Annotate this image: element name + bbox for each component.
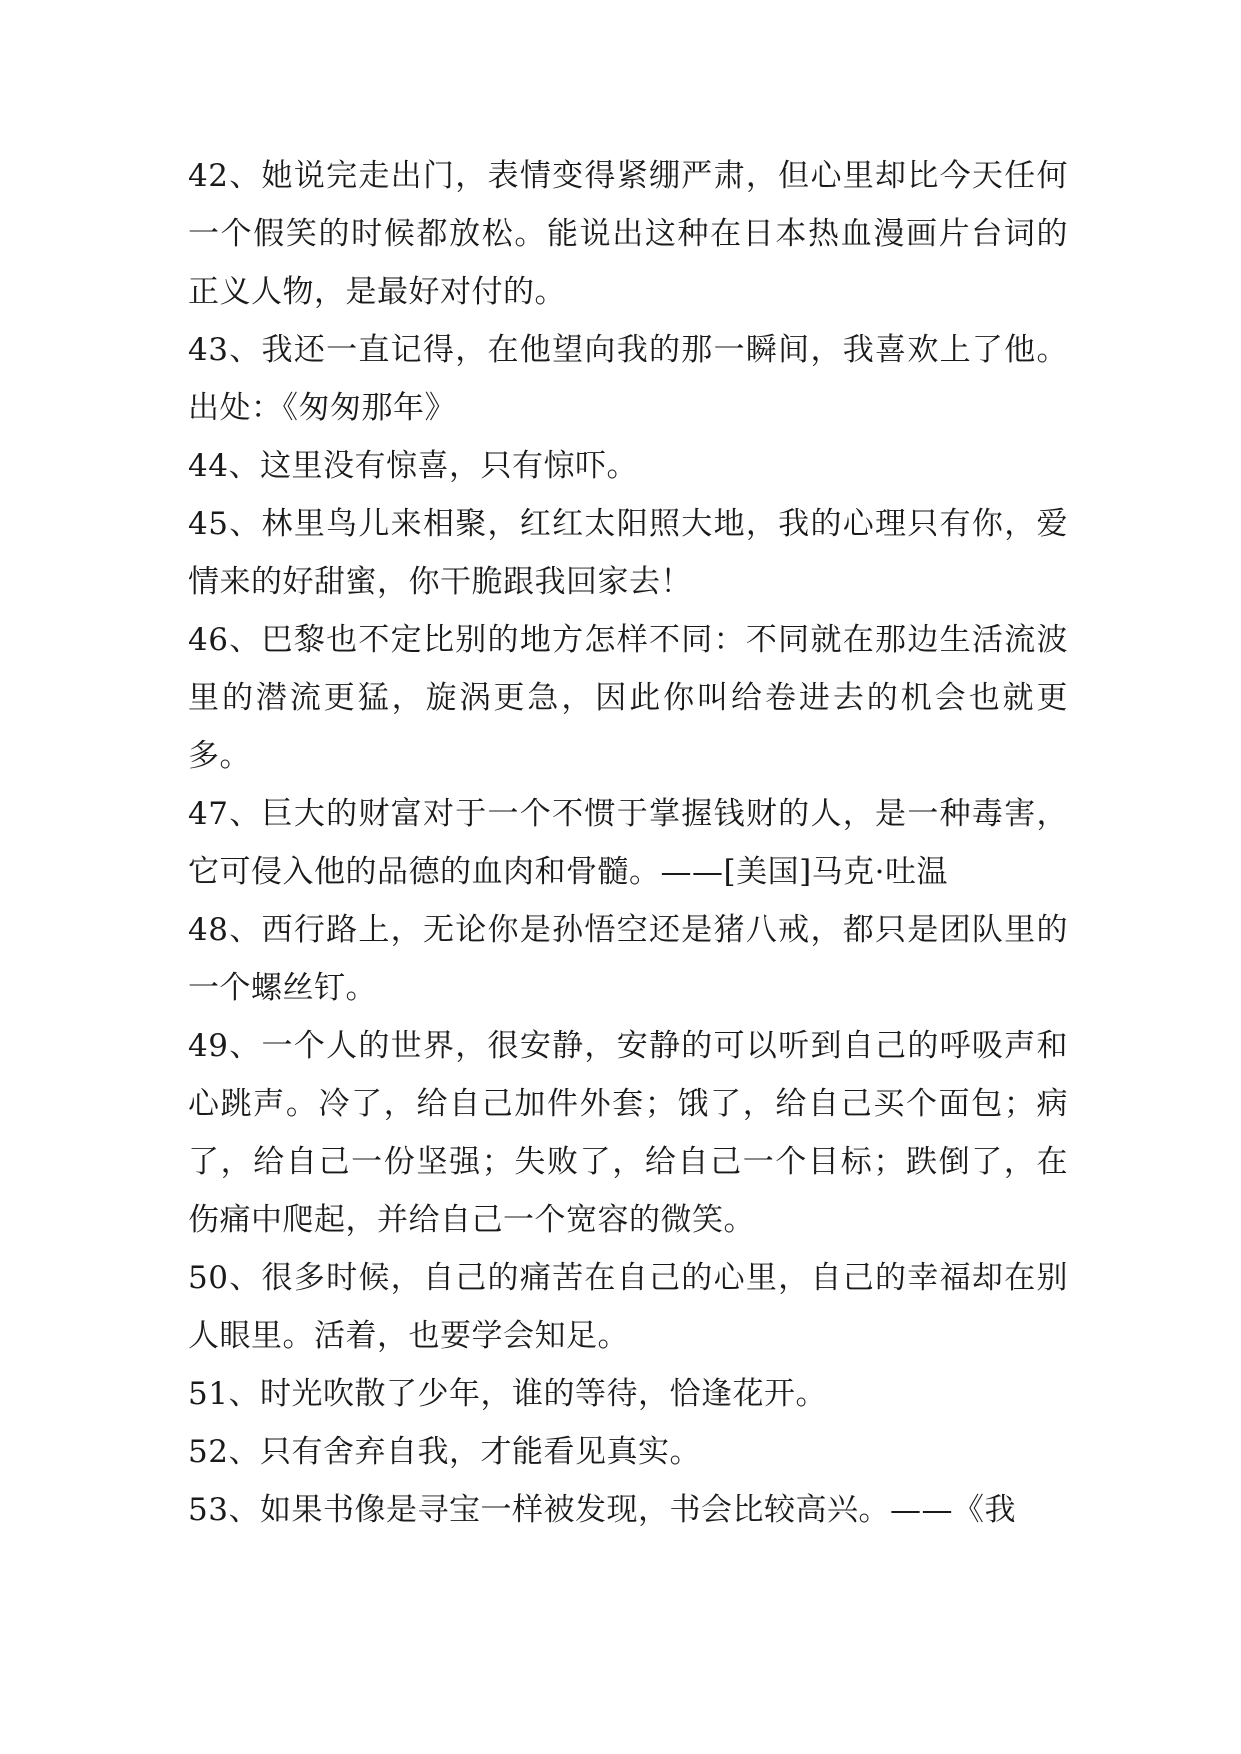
quote-paragraph-45: 45、林里鸟儿来相聚，红红太阳照大地，我的心理只有你，爱情来的好甜蜜，你干脆跟我回家去！ xyxy=(188,506,1068,600)
quote-paragraph-51: 51、时光吹散了少年，谁的等待，恰逢花开。 xyxy=(188,1376,827,1412)
quote-paragraph-42: 42、她说完走出门，表情变得紧绷严肃，但心里却比今天任何一个假笑的时候都放松。能说出这种在日本热血漫画片台词的正义人物，是最好对付的。 xyxy=(188,158,1068,310)
quote-paragraph-53: 53、如果书像是寻宝一样被发现，书会比较高兴。——《我 xyxy=(188,1492,1016,1528)
quote-paragraph-43: 43、我还一直记得，在他望向我的那一瞬间，我喜欢上了他。出处：《匆匆那年》 xyxy=(188,332,1068,426)
quote-paragraph-50: 50、很多时候，自己的痛苦在自己的心里，自己的幸福却在别人眼里。活着，也要学会知足。 xyxy=(188,1260,1068,1354)
quote-paragraph-47: 47、巨大的财富对于一个不惯于掌握钱财的人，是一种毒害，它可侵入他的品德的血肉和骨髓。——[美国]马克·吐温 xyxy=(188,796,1068,890)
quote-paragraph-46: 46、巴黎也不定比别的地方怎样不同：不同就在那边生活流波里的潜流更猛，旋涡更急，因此你叫给卷进去的机会也就更多。 xyxy=(188,622,1068,774)
quote-paragraph-48: 48、西行路上，无论你是孙悟空还是猪八戒，都只是团队里的一个螺丝钉。 xyxy=(188,912,1068,1006)
quote-paragraph-52: 52、只有舍弃自我，才能看见真实。 xyxy=(188,1434,701,1470)
document-page xyxy=(188,147,1068,1539)
quote-paragraph-44: 44、这里没有惊喜，只有惊吓。 xyxy=(188,448,638,484)
quote-paragraph-49: 49、一个人的世界，很安静，安静的可以听到自己的呼吸声和心跳声。冷了，给自己加件外套；饿了，给自己买个面包；病了，给自己一份坚强；失败了，给自己一个目标；跌倒了，在伤痛中爬起，并给自己一个宽容的微笑。 xyxy=(188,1028,1068,1238)
